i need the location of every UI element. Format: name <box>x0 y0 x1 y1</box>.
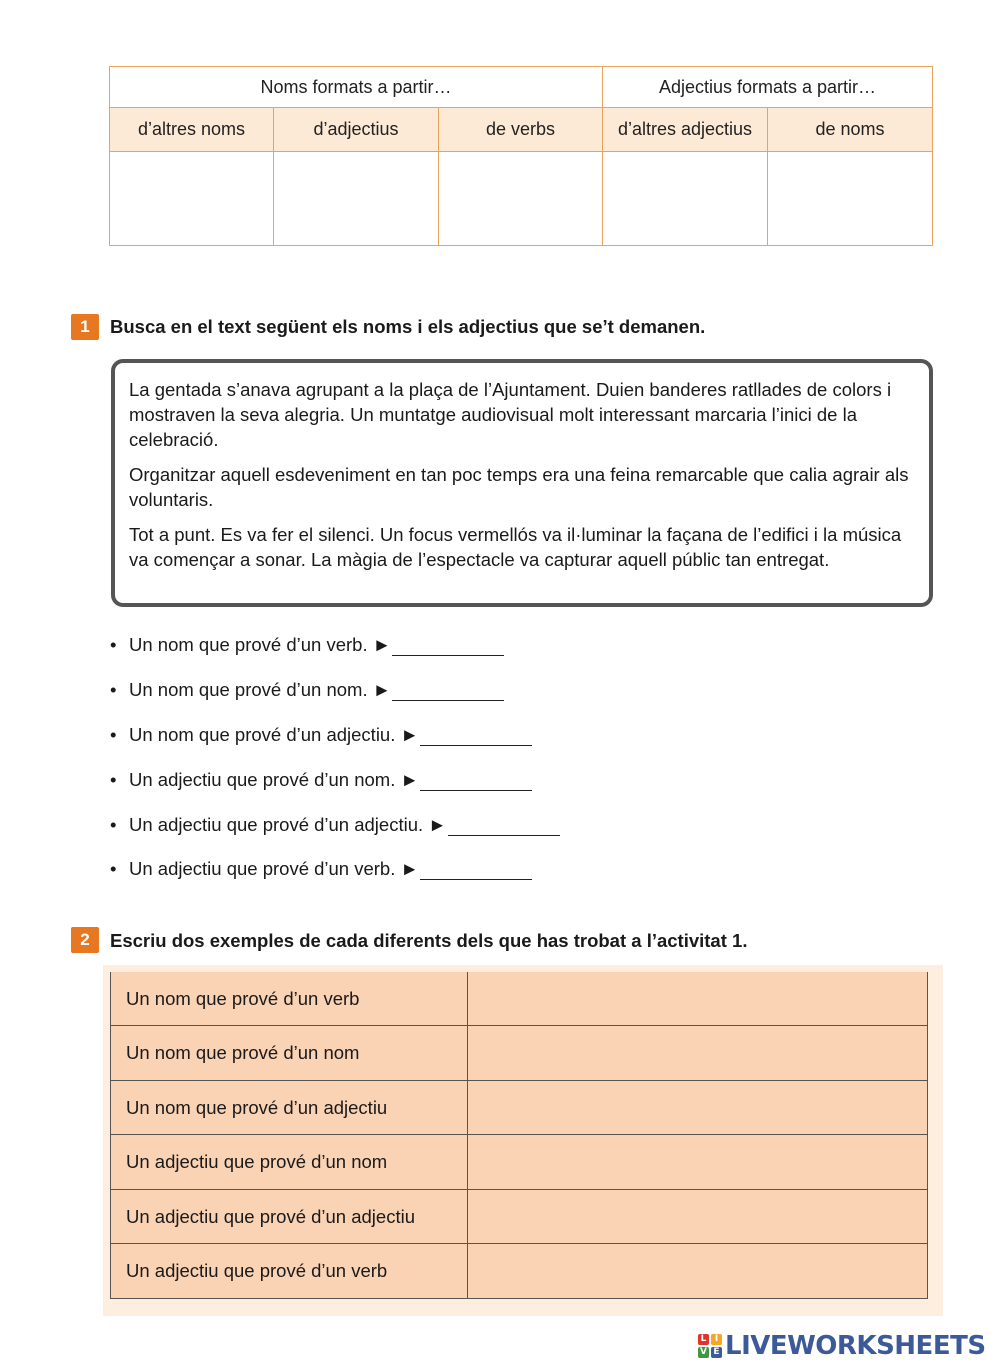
logo-icon: L I V E <box>698 1334 722 1358</box>
text-paragraph: La gentada s’anava agrupant a la plaça de l’Ajuntament. Duien banderes ratllades de colors i mostraven la seva alegria. Un muntatge audiovisual molt interessant marcaria l’inici de la celebració. <box>129 379 892 450</box>
list-item: • Un adjectiu que prové d’un nom. ► <box>110 769 532 791</box>
answer-cell[interactable] <box>468 1135 928 1190</box>
answer-cell[interactable] <box>110 152 274 246</box>
exercise-number-badge: 1 <box>71 314 99 340</box>
sub-header: d’altres noms <box>110 108 274 152</box>
sub-header: d’adjectius <box>274 108 439 152</box>
row-label: Un adjectiu que prové d’un verb <box>111 1244 468 1299</box>
answer-cell[interactable] <box>603 152 768 246</box>
text-paragraph: Tot a punt. Es va fer el silenci. Un focus vermellós va il·luminar la façana de l’edifici i la música va començar a sonar. La màgia de l’espectacle va capturar aquell públic tan entregat. <box>129 524 902 570</box>
answer-blank[interactable] <box>392 635 504 656</box>
answer-cell[interactable] <box>468 1189 928 1244</box>
answer-cell[interactable] <box>468 1244 928 1299</box>
row-label: Un adjectiu que prové d’un adjectiu <box>111 1189 468 1244</box>
answer-blank[interactable] <box>448 815 560 836</box>
list-item: • Un adjectiu que prové d’un adjectiu. ► <box>110 814 560 836</box>
table-row <box>111 1189 928 1244</box>
answer-blank[interactable] <box>420 770 532 791</box>
derivation-table <box>109 66 933 246</box>
group-header-adjectives: Adjectius formats a partir… <box>603 67 933 108</box>
group-header-nouns: Noms formats a partir… <box>110 67 603 108</box>
reading-text-box <box>111 359 933 607</box>
row-label: Un nom que prové d’un nom <box>111 1026 468 1081</box>
list-item: • Un nom que prové d’un adjectiu. ► <box>110 724 532 746</box>
sub-header: de verbs <box>439 108 603 152</box>
liveworksheets-logo[interactable] <box>698 1331 986 1361</box>
answer-blank[interactable] <box>392 680 504 701</box>
table-row <box>111 1026 928 1081</box>
list-item: • Un adjectiu que prové d’un verb. ► <box>110 858 532 880</box>
sub-header: d’altres adjectius <box>603 108 768 152</box>
examples-table <box>110 972 928 1299</box>
row-label: Un nom que prové d’un verb <box>111 972 468 1026</box>
exercise-title: Escriu dos exemples de cada diferents dels que has trobat a l’activitat 1. <box>110 930 748 951</box>
row-label: Un nom que prové d’un adjectiu <box>111 1080 468 1135</box>
answer-blank[interactable] <box>420 725 532 746</box>
exercise-number-badge: 2 <box>71 927 99 953</box>
answer-cell[interactable] <box>468 972 928 1026</box>
table-row <box>111 1135 928 1190</box>
exercise-title: Busca en el text següent els noms i els adjectius que se’t demanen. <box>110 316 706 337</box>
table-row <box>111 1080 928 1135</box>
answer-cell[interactable] <box>439 152 603 246</box>
table-row <box>111 1244 928 1299</box>
row-label: Un adjectiu que prové d’un nom <box>111 1135 468 1190</box>
sub-header: de noms <box>768 108 933 152</box>
answer-cell[interactable] <box>468 1026 928 1081</box>
answer-cell[interactable] <box>468 1080 928 1135</box>
table-row <box>111 972 928 1026</box>
list-item: • Un nom que prové d’un verb. ► <box>110 634 504 656</box>
logo-text: LIVEWORKSHEETS <box>725 1331 986 1361</box>
answer-blank[interactable] <box>420 859 532 880</box>
text-paragraph: Organitzar aquell esdeveniment en tan poc temps era una feina remarcable que calia agrair als voluntaris. <box>129 464 909 510</box>
answer-cell[interactable] <box>768 152 933 246</box>
answer-cell[interactable] <box>274 152 439 246</box>
list-item: • Un nom que prové d’un nom. ► <box>110 679 504 701</box>
